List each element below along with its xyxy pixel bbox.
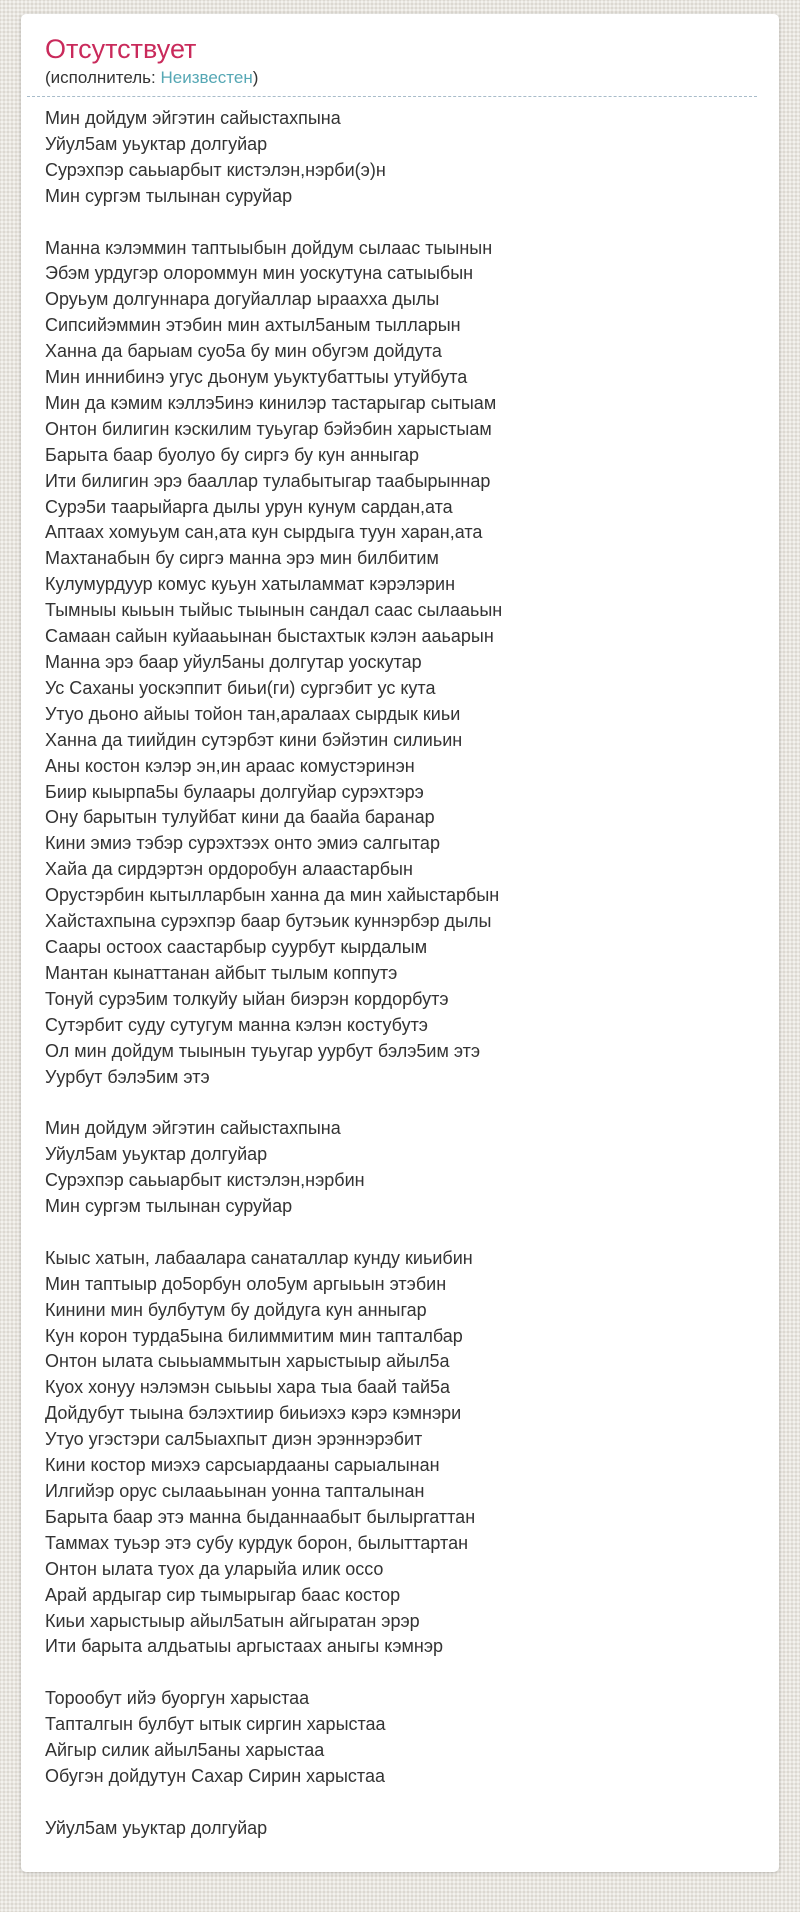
lyrics-line: Хайа да сирдэртэн ордоробун алаастарбын — [45, 859, 413, 880]
lyrics-line: Торообут ийэ буоргун харыстаа — [45, 1688, 310, 1709]
lyrics-line: Кун корон турда5ына билиммитим мин тапталбар — [45, 1325, 463, 1346]
lyrics-line: Мин да кэмим кэллэ5инэ кинилэр тастарыгар сытыам — [45, 392, 497, 413]
lyrics-line: Ону барытын тулуйбат кини да баайа баранар — [45, 807, 435, 828]
lyrics-line: Ханна да тиийдин сутэрбэт кини бэйэтин силиьин — [45, 729, 463, 750]
lyrics-line: Мин сургэм тылынан суруйар — [45, 1196, 293, 1217]
artist-label-suffix: ) — [252, 68, 259, 87]
lyrics-line: Обугэн дойдутун Сахар Сирин харыстаа — [45, 1765, 385, 1786]
lyrics-line: Мин сургэм тылынан суруйар — [45, 185, 293, 206]
lyrics-line: Сутэрбит суду сутугум манна кэлэн костубутэ — [45, 1014, 428, 1035]
lyrics — [45, 106, 755, 1842]
lyrics-line: Сурэхпэр саьыарбыт кистэлэн,нэрбин — [45, 1170, 365, 1191]
lyrics-line: Махтанабын бу сиргэ манна эрэ мин билбитим — [45, 548, 439, 569]
lyrics-line: Эбэм урдугэр олороммун мин уоскутуна сатыыбын — [45, 263, 474, 284]
lyrics-line: Айгыр силик айыл5аны харыстаа — [45, 1740, 325, 1761]
lyrics-line: Барыта баар этэ манна быданнаабыт былыргаттан — [45, 1506, 476, 1527]
lyrics-line: Утуо угэстэри сал5ыахпыт диэн эрэннэрэбит — [45, 1429, 423, 1450]
lyrics-line: Арай ардыгар сир тымырыгар баас костор — [45, 1584, 401, 1605]
lyrics-line: Мин иннибинэ угус дьонум уьуктубаттыы утуйбута — [45, 367, 468, 388]
lyrics-line: Киьи харыстыыр айыл5атын айгыратан эрэр — [45, 1610, 420, 1631]
lyrics-line: Онтон ылата сыьыаммытын харыстыыр айыл5а — [45, 1351, 450, 1372]
lyrics-line: Ус Саханы уоскэппит биьи(ги) сургэбит ус кута — [45, 677, 436, 698]
artist-line — [45, 68, 755, 88]
lyrics-line: Сурэхпэр саьыарбыт кистэлэн,нэрби(э)н — [45, 159, 386, 180]
lyrics-line: Дойдубут тыына бэлэхтиир биьиэхэ кэрэ кэмнэри — [45, 1403, 462, 1424]
lyrics-line: Тонуй сурэ5им толкуйу ыйан биэрэн кордорбутэ — [45, 988, 449, 1009]
lyrics-line: Саары остоох саастарбыр суурбут кырдалым — [45, 936, 428, 957]
lyrics-line: Уйул5ам уьуктар долгуйар — [45, 133, 268, 154]
lyrics-line: Ити билигин эрэ бааллар тулабытыгар таабырыннар — [45, 470, 491, 491]
artist-link[interactable]: Неизвестен — [160, 68, 253, 87]
lyrics-stanza — [45, 1686, 755, 1790]
lyrics-line: Онтон ылата туох да уларыйа илик оссо — [45, 1558, 384, 1579]
lyrics-line: Уйул5ам уьуктар долгуйар — [45, 1817, 268, 1838]
lyrics-line: Кини костор миэхэ сарсыардааны сарыалынан — [45, 1455, 440, 1476]
lyrics-line: Орустэрбин кытылларбын ханна да мин хайыстарбын — [45, 885, 500, 906]
lyrics-line: Кыыс хатын, лабаалара санаталлар кунду киьибин — [45, 1247, 473, 1268]
lyrics-line: Таммах туьэр этэ субу курдук борон, былыттартан — [45, 1532, 469, 1553]
lyrics-line: Аптаах хомуьум сан,ата кун сырдыга туун харан,ата — [45, 522, 483, 543]
lyrics-card — [21, 14, 779, 1872]
lyrics-line: Кини эмиэ тэбэр сурэхтээх онто эмиэ салгытар — [45, 833, 440, 854]
lyrics-line: Манна эрэ баар уйул5аны долгутар уоскутар — [45, 652, 422, 673]
lyrics-line: Сурэ5и таарыйарга дылы урун кунум сардан,ата — [45, 496, 453, 517]
lyrics-line: Барыта баар буолуо бу сиргэ бу кун анныгар — [45, 444, 420, 465]
song-header — [27, 34, 757, 97]
lyrics-line: Самаан сайын куйааьынан быстахтык кэлэн ааьарын — [45, 626, 494, 647]
lyrics-line: Кинини мин булбутум бу дойдуга кун анныгар — [45, 1299, 427, 1320]
lyrics-line: Сипсийэммин этэбин мин ахтыл5аным тылларын — [45, 315, 461, 336]
artist-label-prefix: (исполнитель: — [45, 68, 161, 87]
lyrics-line: Утуо дьоно айыы тойон тан,аралаах сырдык киьи — [45, 703, 461, 724]
lyrics-line: Мантан кынаттанан айбыт тылым коппутэ — [45, 962, 398, 983]
lyrics-stanza — [45, 106, 755, 210]
lyrics-line: Тапталгын булбут ытык сиргин харыстаа — [45, 1714, 386, 1735]
lyrics-stanza — [45, 1246, 755, 1661]
lyrics-line: Уурбут бэлэ5им этэ — [45, 1066, 210, 1087]
lyrics-line: Илгийэр орус сылааьынан уонна тапталынан — [45, 1480, 425, 1501]
lyrics-line: Биир кыырпа5ы булаары долгуйар сурэхтэрэ — [45, 781, 424, 802]
lyrics-line: Куох хонуу нэлэмэн сыьыы хара тыа баай тай5а — [45, 1377, 451, 1398]
lyrics-line: Хайстахпына сурэхпэр баар бутэьик куннэрбэр дылы — [45, 911, 492, 932]
lyrics-line: Тымныы кыьын тыйыс тыынын сандал саас сылааьын — [45, 600, 503, 621]
lyrics-stanza — [45, 236, 755, 1091]
lyrics-line: Ханна да барыам суо5а бу мин обугэм дойдута — [45, 341, 442, 362]
lyrics-line: Аны костон кэлэр эн,ин араас комустэринэн — [45, 755, 415, 776]
page-title: Отсутствует — [45, 34, 197, 64]
lyrics-line: Ол мин дойдум тыынын туьугар уурбут бэлэ5им этэ — [45, 1040, 481, 1061]
lyrics-line: Уйул5ам уьуктар долгуйар — [45, 1144, 268, 1165]
lyrics-line: Кулумурдуур комус куьун хатыламмат кэрэлэрин — [45, 574, 456, 595]
lyrics-stanza — [45, 1816, 755, 1842]
lyrics-line: Мин таптыыр до5орбун оло5ум аргыьын этэбин — [45, 1273, 447, 1294]
lyrics-line: Мин дойдум эйгэтин сайыстахпына — [45, 1118, 341, 1139]
lyrics-stanza — [45, 1116, 755, 1220]
lyrics-line: Оруьум долгуннара догуйаллар ыраахха дылы — [45, 289, 440, 310]
lyrics-line: Мин дойдум эйгэтин сайыстахпына — [45, 108, 341, 128]
lyrics-line: Ити барыта алдьатыы аргыстаах аныгы кэмнэр — [45, 1636, 444, 1657]
lyrics-line: Онтон билигин кэскилим туьугар бэйэбин харыстыам — [45, 418, 492, 439]
lyrics-line: Манна кэлэммин таптыыбын дойдум сылаас тыынын — [45, 237, 493, 258]
